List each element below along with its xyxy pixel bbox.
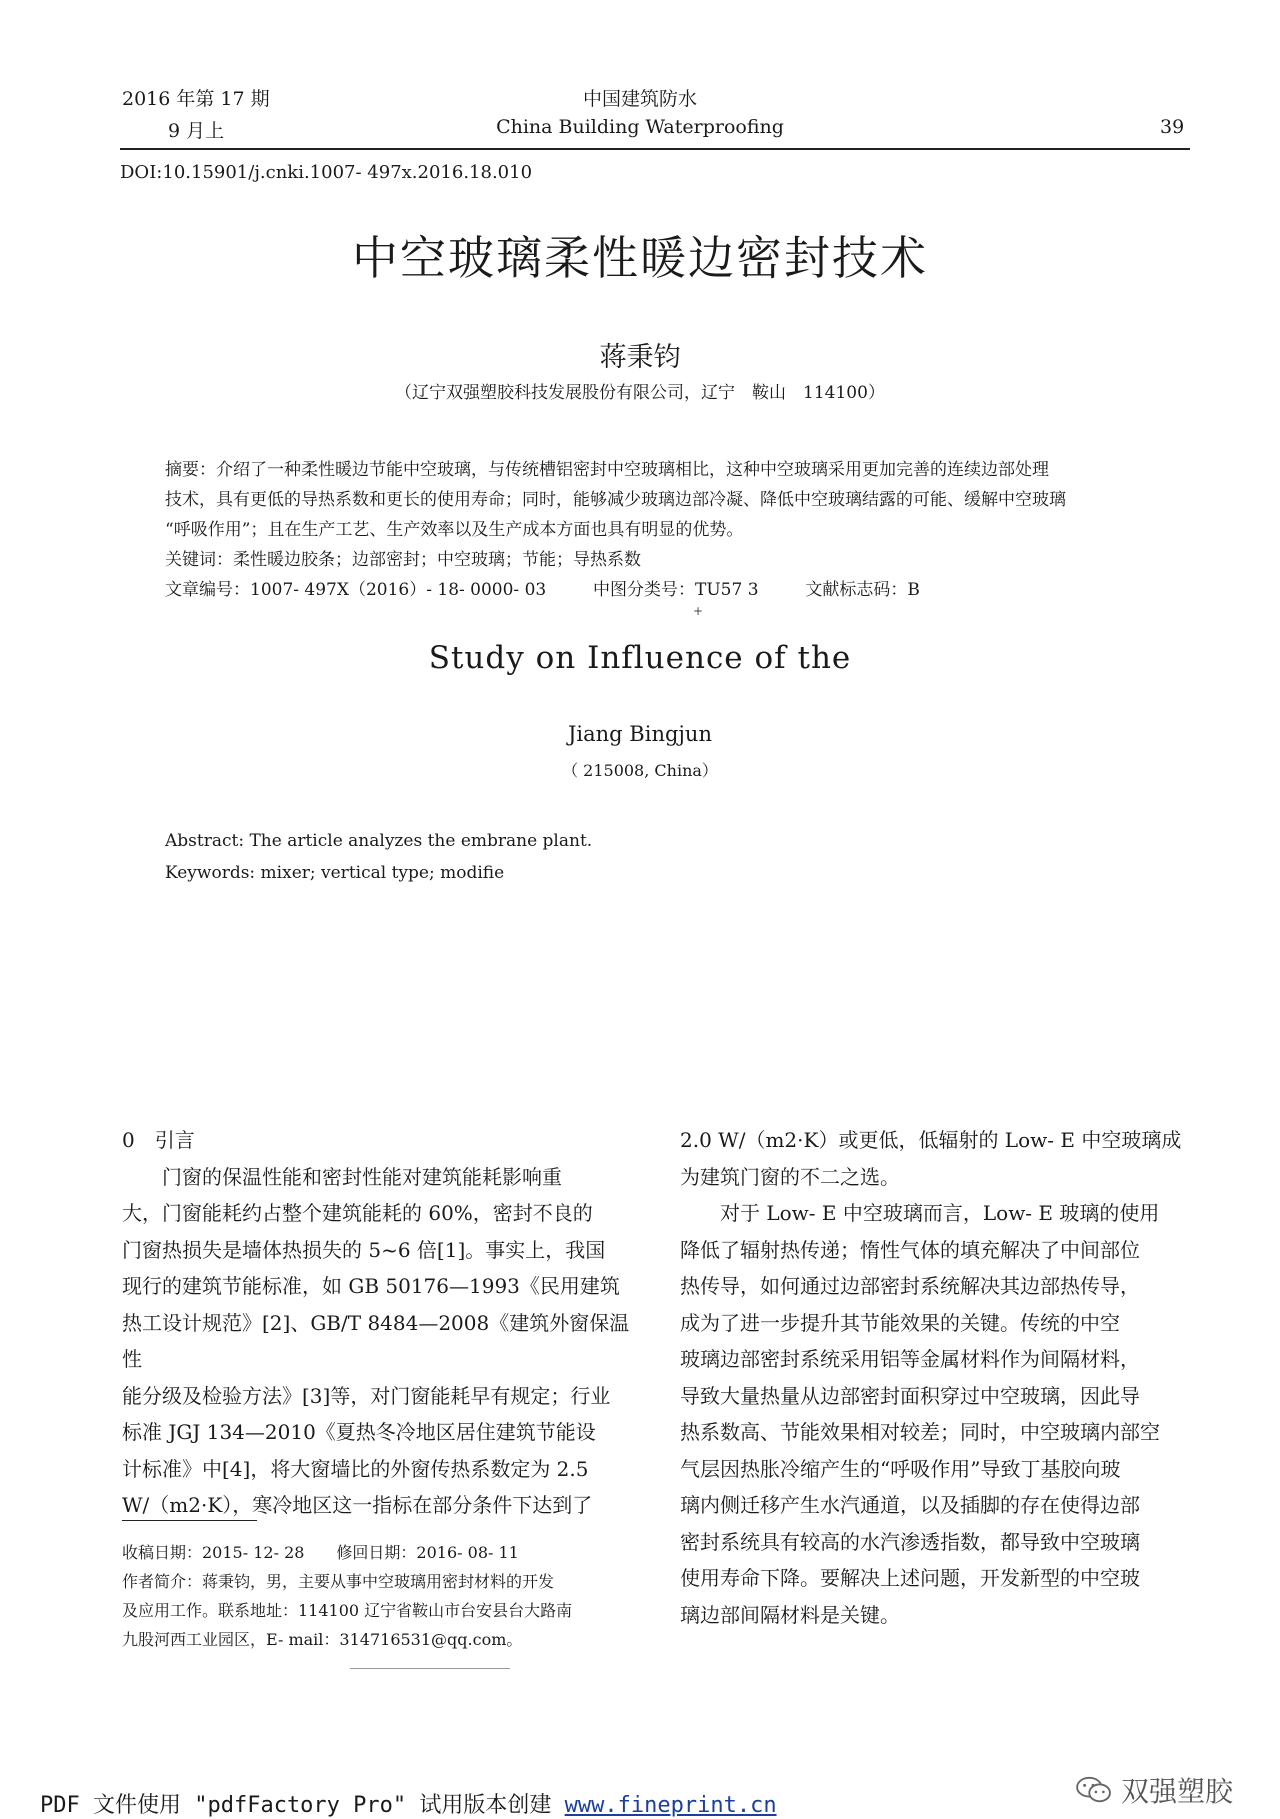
pdf-creator-text: PDF 文件使用 "pdfFactory Pro" 试用版本创建 xyxy=(40,1793,565,1818)
abstract-line: 技术，具有更低的导热系数和更长的使用寿命；同时，能够减少玻璃边部冷凝、降低中空玻璃结露的可能、缓解中空玻璃 xyxy=(165,490,1066,510)
body-line: 密封系统具有较高的水汽渗透指数，都导致中空玻璃 xyxy=(680,1529,1140,1554)
plus-mark: + xyxy=(693,604,704,618)
wechat-icon xyxy=(1075,1775,1113,1805)
body-line: 2.0 W/（m2·K）或更低，低辐射的 Low- E 中空玻璃成 xyxy=(680,1128,1182,1152)
footnote-bio: 九股河西工业园区，E- mail：314716531@qq.com。 xyxy=(122,1630,523,1649)
body-line: 对于 Low- E 中空玻璃而言，Low- E 玻璃的使用 xyxy=(720,1201,1160,1225)
left-column xyxy=(122,1122,642,1524)
footnote-bio: 及应用工作。联系地址：114100 辽宁省鞍山市台安县台大路南 xyxy=(122,1601,573,1620)
section-heading: 0 引言 xyxy=(122,1128,195,1152)
body-line: 能分级及检验方法》[3]等，对门窗能耗早有规定；行业 xyxy=(122,1383,611,1408)
body-line: 璃边部间隔材料是关键。 xyxy=(680,1602,900,1627)
journal-title-en: China Building Waterproofing xyxy=(496,116,784,138)
watermark-text: 双强塑胶 xyxy=(1121,1775,1234,1808)
article-info xyxy=(165,575,1155,605)
author-name: 蒋秉钧 xyxy=(599,342,681,373)
body-line: 热系数高、节能效果相对较差；同时，中空玻璃内部空 xyxy=(680,1420,1160,1444)
chinese-abstract xyxy=(165,455,1155,605)
paper-title: 中空玻璃柔性暖边密封技术 xyxy=(352,231,928,285)
page-number: 39 xyxy=(1160,116,1185,138)
month-label: 9 月上 xyxy=(168,120,225,142)
body-line: 为建筑门窗的不二之选。 xyxy=(680,1164,900,1189)
body-line: 标准 JGJ 134—2010《夏热冬冷地区居住建筑节能设 xyxy=(122,1420,596,1444)
abstract-line: “呼吸作用”；且在生产工艺、生产效率以及生产成本方面也具有明显的优势。 xyxy=(165,520,744,540)
column-end-rule xyxy=(350,1668,510,1669)
english-abstract xyxy=(165,825,592,889)
footnote-bio: 作者简介：蒋秉钧，男，主要从事中空玻璃用密封材料的开发 xyxy=(122,1572,555,1591)
body-line: 降低了辐射热传递；惰性气体的填充解决了中间部位 xyxy=(680,1237,1140,1262)
body-line: 计标准》中[4]，将大窗墙比的外窗传热系数定为 2.5 xyxy=(122,1456,589,1481)
pdf-creator-note xyxy=(40,1788,777,1819)
english-author: Jiang Bingjun xyxy=(568,722,712,746)
body-line: 现行的建筑节能标准，如 GB 50176—1993《民用建筑 xyxy=(122,1274,620,1298)
fineprint-link[interactable]: www.fineprint.cn xyxy=(564,1793,777,1818)
body-line: 热传导，如何通过边部密封系统解决其边部热传导， xyxy=(680,1274,1140,1298)
body-line: 璃内侧迁移产生水汽通道，以及插脚的存在使得边部 xyxy=(680,1493,1140,1517)
clc-number: 中图分类号：TU57 3 xyxy=(593,580,759,600)
article-number: 文章编号：1007- 497X（2016）- 18- 0000- 03 xyxy=(165,580,547,600)
body-line: 导致大量热量从边部密封面积穿过中空玻璃，因此导 xyxy=(680,1383,1140,1408)
english-affiliation: （ 215008, China） xyxy=(562,761,718,780)
body-line: 成为了进一步提升其节能效果的关键。传统的中空 xyxy=(680,1310,1120,1335)
body-line: 热工设计规范》[2]、GB/T 8484—2008《建筑外窗保温性 xyxy=(122,1310,630,1371)
body-line: 使用寿命下降。要解决上述问题，开发新型的中空玻 xyxy=(680,1566,1140,1590)
body-line: 门窗的保温性能和密封性能对建筑能耗影响重 xyxy=(162,1164,562,1189)
header-rule xyxy=(120,148,1190,150)
author-affiliation: （辽宁双强塑胶科技发展股份有限公司，辽宁 鞍山 114100） xyxy=(395,383,885,403)
journal-title-cn: 中国建筑防水 xyxy=(582,88,697,110)
footnote-rule xyxy=(122,1520,257,1521)
body-line: W/（m2·K），寒冷地区这一指标在部分条件下达到了 xyxy=(122,1493,593,1517)
footnote-dates: 收稿日期：2015- 12- 28 修回日期：2016- 08- 11 xyxy=(122,1543,519,1562)
body-line: 玻璃边部密封系统采用铝等金属材料作为间隔材料， xyxy=(680,1347,1140,1371)
body-line: 大，门窗能耗约占整个建筑能耗的 60%，密封不良的 xyxy=(122,1201,593,1225)
doi: DOI:10.15901/j.cnki.1007- 497x.2016.18.010 xyxy=(120,162,533,183)
footnote xyxy=(122,1538,642,1654)
body-line: 门窗热损失是墙体热损失的 5~6 倍[1]。事实上，我国 xyxy=(122,1237,606,1262)
english-abstract-text: Abstract: The article analyzes the embrane plant. xyxy=(165,831,593,851)
issue-label: 2016 年第 17 期 xyxy=(122,88,270,110)
body-line: 气层因热胀冷缩产生的“呼吸作用”导致丁基胶向玻 xyxy=(680,1456,1121,1481)
right-column xyxy=(680,1122,1200,1633)
watermark xyxy=(1075,1770,1233,1810)
keywords-cn: 关键词：柔性暖边胶条；边部密封；中空玻璃；节能；导热系数 xyxy=(165,550,641,570)
abstract-line: 摘要：介绍了一种柔性暖边节能中空玻璃，与传统槽铝密封中空玻璃相比，这种中空玻璃采用更加完善的连续边部处理 xyxy=(165,460,1049,480)
english-title: Study on Influence of the xyxy=(428,640,852,676)
document-code: 文献标志码：B xyxy=(805,580,920,600)
english-keywords: Keywords: mixer; vertical type; modifie xyxy=(165,863,505,883)
